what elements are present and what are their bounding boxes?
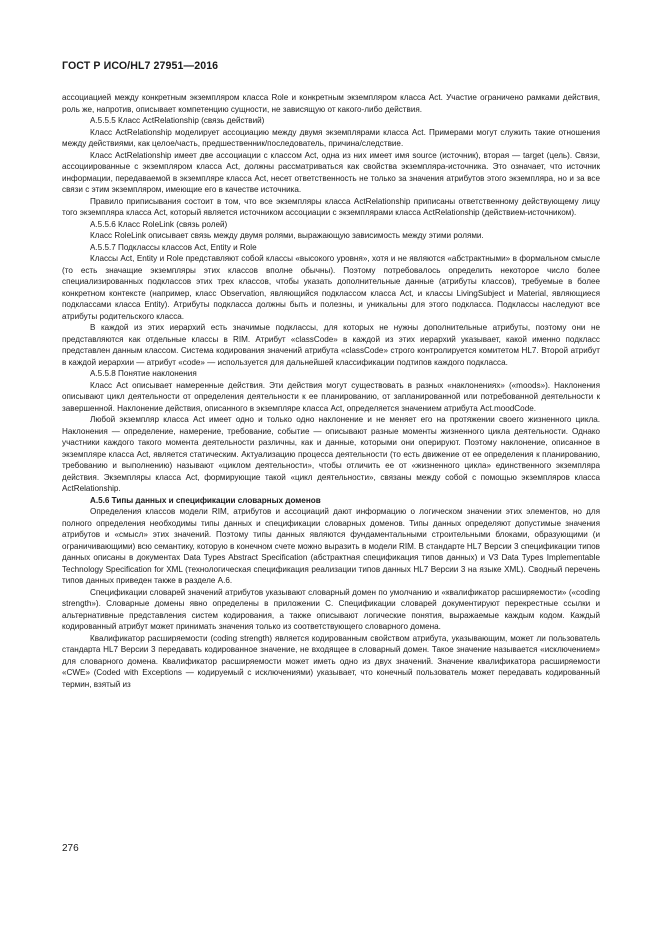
section-heading: А.5.6 Типы данных и спецификации словарных доменов bbox=[90, 495, 321, 505]
paragraph: Класс ActRelationship имеет две ассоциации с классом Act, одна из них имеет имя source (источник), вторая — target (цель). Связи, ассоциированные с экземпляром класса Act, должны рассматриваться как свойства экземпляра-источника. Это означает, что источник информации, передаваемой в экземпляре класса Act, несет ответственность не только за значения атрибутов этого экземпляра, но и за все связи с этим экземпляром, имеющие его в качестве источника. bbox=[62, 150, 600, 194]
paragraph: Определения классов модели RIM, атрибутов и ассоциаций дают информацию о логическом значении этих элементов, но для полного определения необходимы типы данных и спецификации словарных доменов. Типы данных определяют допустимые значения атрибутов и «смысл» этих значений. Поэтому типы данных являются фундаментальными строительными блоками, образующими (и ограничивающими) всю семантику, которую в конечном счете можно выразить в модели RIM. В стандарте HL7 Версии 3 спецификации типов данных описаны в документах Data Types Abstract Specification (абстрактная спецификация типов данных) и V3 Data Types Implementable Technology Specification for XML (технологическая спецификация реализации типов данных HL7 Версии 3 на языке XML). Сводный перечень типов данных приведен также в разделе А.6. bbox=[62, 507, 600, 585]
paragraph: Квалификатор расширяемости (coding strength) является кодированным свойством атрибута, указывающим, может ли пользователь стандарта HL7 Версии 3 передавать кодированное значение, не входящее в словарный домен. Такое значение называется «исключением» для словарного домена. Квалификатор расширяемости может иметь одно из двух значений. Значение квалификатора расширяемости «CWE» (Coded with Exceptions — кодируемый с исключениями) указывает, что конечный пользователь может передавать кодированный термин, взятый из bbox=[62, 633, 600, 689]
paragraph: ассоциацией между конкретным экземпляром класса Role и конкретным экземпляром класса Act. Участие ограничено рамками действия, роль же, напротив, описывает компетенцию сущности, не зависящую от какого-либо действия. bbox=[62, 93, 600, 114]
paragraph: А.5.5.6 Класс RoleLink (связь ролей) bbox=[90, 219, 228, 229]
paragraph: А.5.5.5 Класс ActRelationship (связь действий) bbox=[90, 116, 265, 125]
paragraph: А.5.5.8 Понятие наклонения bbox=[90, 369, 197, 378]
paragraph: Любой экземпляр класса Act имеет одно и только одно наклонение и не меняет его на протяжении своего жизненного цикла. Наклонения — определение, намерение, требование, событие — описывают разные моменты жизненного цикла деятельности. Однако участники каждого такого момента деятельности различны, как и данные, которыми они оперируют. Поэтому наклонение, описанное в экземпляре класса Act, является статическим. Актуализацию процесса деятельности (то есть движение от ее определения к планированию, требованию и выполнению) называют «циклом деятельности», чтобы отличить ее от «жизненного цикла» единственного экземпляра действия. Экземпляры класса Act, формирующие такой «цикл деятельности», связаны между собой с помощью экземпляров класса ActRelationship. bbox=[62, 415, 600, 493]
paragraph: В каждой из этих иерархий есть значимые подклассы, для которых не нужны дополнительные атрибуты, поэтому они не представляются как отдельные классы в RIM. Атрибут «classCode» в каждой из этих иерархий указывает, какой именно подкласс представлен данным классом. Система кодирования значений атрибута «classCode» строго контролируется комитетом HL7. Второй атрибут в каждой иерархии — атрибут «code» — используется для дальнейшей классификации подтипов каждого подкласса. bbox=[62, 323, 600, 367]
paragraph: Спецификации словарей значений атрибутов указывают словарный домен по умолчанию и «квалификатор расширяемости» («coding strength»). Словарные домены явно определены в приложении С. Спецификации словарей документируют перекрестные ссылки и альтернативные представления систем кодирования, а также описывают логические понятия, выражаемые каждым кодом. Каждый кодированный атрибут может принимать значения только из соответствующего словарного домена. bbox=[62, 587, 600, 631]
paragraph: А.5.5.7 Подклассы классов Act, Entity и Role bbox=[90, 242, 257, 252]
document-header: ГОСТ Р ИСО/HL7 27951—2016 bbox=[62, 60, 219, 72]
page-number: 276 bbox=[62, 843, 79, 854]
paragraph: Классы Act, Entity и Role представляют собой классы «высокого уровня», хотя и не являются «абстрактными» в формальном смысле (то есть значащие экземпляры этих классов вполне обычны). Поэтому потребовалось определить некоторое число более специализированных подклассов этих трех классов, чтобы указать дополнительные данные (атрибуты классов), требуемые в более конкретном контексте (например, класс Observation, являющийся подклассом класса Act, и классы LivingSubject и Material, являющиеся подклассами класса Entity). Атрибуты подкласса должны быть и полезны, и уникальны для этого подкласса. Подклассы наследуют все атрибуты родительского класса. bbox=[62, 254, 600, 321]
paragraph: Класс RoleLink описывает связь между двумя ролями, выражающую зависимость между этими ролями. bbox=[90, 231, 484, 240]
paragraph: Класс ActRelationship моделирует ассоциацию между двумя экземплярами класса Act. Примерами могут служить такие отношения между действиями, как целое/часть, предшественник/последователь, причина/следствие. bbox=[62, 127, 600, 148]
paragraph: Правило приписывания состоит в том, что все экземпляры класса ActRelationship приписаны ответственному действующему лицу того экземпляра класса Act, который является источником ассоциации с экземплярами класса ActRelationship (действием-источником). bbox=[62, 196, 600, 217]
document-body bbox=[62, 92, 600, 690]
paragraph: Класс Act описывает намеренные действия. Эти действия могут существовать в разных «наклонениях» («moods»). Наклонения описывают цикл деятельности от определения деятельности к ее планированию, от запланированной или потребованной деятельности к завершенной. Наклонение действия, описанного в экземпляре класса Act, определяется значением атрибута Act.moodCode. bbox=[62, 380, 600, 413]
